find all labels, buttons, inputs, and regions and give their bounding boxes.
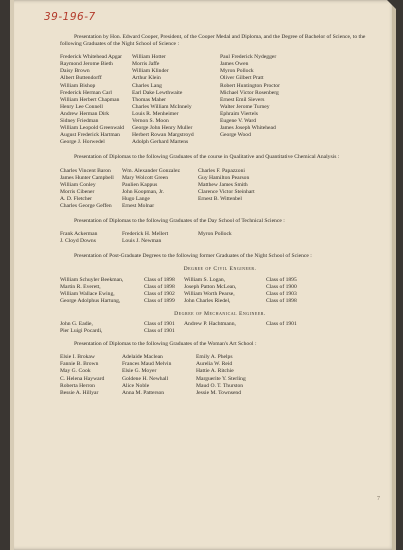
graduate-name: Fannie B. Brown <box>60 361 99 368</box>
graduate-name: Raymond Jerome Bieth <box>60 61 113 68</box>
graduate-name: Henry Lee Connell <box>60 103 103 110</box>
degree-name: Pier Luigi Pocardi, <box>60 328 103 335</box>
graduate-name: William Conley <box>60 181 96 188</box>
graduate-name: Aurelia W. Reid <box>196 361 233 368</box>
degree-name: John Charles Riedel, <box>184 297 231 304</box>
graduate-name: May G. Cook <box>60 368 91 375</box>
section2-intro: Presentation of Diplomas to the following Graduates of the course in Qualitative and Quantitative Chemical Analysis : <box>74 154 340 161</box>
civil-engineer-heading: Degree of Civil Engineer. <box>183 266 257 273</box>
graduate-name: James Joseph Whitehead <box>220 125 276 132</box>
graduate-name: Maud O. T. Thurston <box>196 382 244 389</box>
degree-row <box>60 291 380 298</box>
degree-name: George Adolphus Hartung, <box>60 297 121 304</box>
graduate-name: Ephraim Viertels <box>220 110 258 117</box>
graduate-name: Louis R. Menheimer <box>132 110 179 117</box>
graduate-name: Charles Lang <box>132 82 162 89</box>
graduate-name: Charles George Geffen <box>60 202 112 209</box>
degree-row <box>60 277 380 284</box>
graduate-name: Charles F. Papazzoni <box>198 167 245 174</box>
graduate-name: Oliver Gilbert Pratt <box>220 75 264 82</box>
graduate-name: A. D. Fletcher <box>60 195 93 202</box>
graduate-name: Myron Pollock <box>198 231 232 238</box>
graduate-name: Morris Cibener <box>60 188 95 195</box>
graduate-name: Alice Noble <box>122 382 150 389</box>
graduate-name: Hattie A. Ritchie <box>196 368 234 375</box>
degree-class: Class of 1901 <box>144 328 175 335</box>
section1-names <box>60 54 380 146</box>
section5-col1 <box>60 354 122 397</box>
degree-class: Class of 1901 <box>266 321 297 327</box>
degree-class: Class of 1903 <box>266 290 297 297</box>
graduate-name: George Wood <box>220 132 251 139</box>
graduate-name: Anna M. Patterson <box>122 389 165 396</box>
degree-class: Class of 1898 <box>266 297 297 304</box>
graduate-name: J. Cloyd Downs <box>60 238 96 245</box>
graduate-name: Myron Pollock <box>220 68 254 75</box>
degree-name: William S. Logan, <box>184 276 226 283</box>
graduate-name: William Herbert Chapman <box>60 96 120 103</box>
section3-col3 <box>198 231 380 245</box>
page-corner <box>387 0 396 9</box>
graduate-name: Jessie M. Townsend <box>196 389 242 396</box>
graduate-name: Adelaide Maclean <box>122 354 163 361</box>
graduate-name: Robert Huntington Proctor <box>220 82 280 89</box>
section5-names <box>60 354 380 397</box>
degree-name: Joseph Patton McLean, <box>184 283 237 290</box>
degree-name: William Schuyler Beekman, <box>60 276 124 283</box>
graduate-name: William Bishop <box>60 82 96 89</box>
degree-name <box>184 328 266 335</box>
page-mark: 7 <box>377 496 380 502</box>
degree-class: Class of 1899 <box>144 297 175 304</box>
graduate-name: William Leopold Greenwald <box>60 125 125 132</box>
graduate-name: Emily A. Phelps <box>196 354 233 361</box>
degree-class <box>266 328 380 335</box>
graduate-name: Marguerite Y. Sterling <box>196 375 246 382</box>
graduate-name: Adolph Gerhard Martens <box>132 139 189 146</box>
section3-col2 <box>122 231 198 245</box>
degree-name: Martin R. Everett, <box>60 283 101 290</box>
graduate-name: Roberta Herron <box>60 382 95 389</box>
degree-row <box>60 284 380 291</box>
graduate-name: Frederick Whitehead Apgar <box>60 54 123 61</box>
handwritten-annotation: 39-196-7 <box>44 11 96 23</box>
graduate-name: Vernon S. Moon <box>132 118 169 125</box>
page-right-edge <box>392 0 396 550</box>
section2-col2 <box>122 168 198 211</box>
graduate-name: Louis J. Newman <box>122 238 162 245</box>
section3-col1 <box>60 231 122 245</box>
graduate-name: Elsie G. Moyer <box>122 368 157 375</box>
section3-intro: Presentation of Diplomas to the following Graduates of the Day School of Technical Science : <box>74 218 285 225</box>
document-body <box>60 34 380 405</box>
graduate-name: Daisy Brown <box>60 68 90 75</box>
degree-name: William Wallace Ewing, <box>60 290 115 297</box>
degree-class: Class of 1895 <box>266 276 297 283</box>
graduate-name: George J. Horwedel <box>60 139 105 146</box>
graduate-name: Walter Jerome Turney <box>220 103 270 110</box>
graduate-name: Goldene H. Newhall <box>122 375 169 382</box>
graduate-name: Albert Buttendorff <box>60 75 102 82</box>
graduate-name: Charles Vincent Baron <box>60 167 111 174</box>
graduate-name: Ernest Molnar <box>122 202 155 209</box>
section4-intro: Presentation of Post-Graduate Degrees to the following former Graduates of the Night School of Science : <box>74 253 312 260</box>
mechanical-engineer-heading: Degree of Mechanical Engineer. <box>174 310 266 317</box>
degree-class: Class of 1898 <box>144 283 175 290</box>
degree-class: Class of 1901 <box>144 321 175 327</box>
graduate-name: Eugene V. Ward <box>220 118 257 125</box>
graduate-name: Wm. Alexander Gonzalez <box>122 167 180 174</box>
graduate-name: Michael Victor Rosenberg <box>220 89 279 96</box>
section1-col1 <box>60 54 132 146</box>
graduate-name: Herbert Rowan Margstroyd <box>132 132 194 139</box>
section2-names <box>60 168 380 211</box>
graduate-name: James Hunter Campbell <box>60 174 114 181</box>
graduate-name: Frederick Herman Carl <box>60 89 112 96</box>
section1-intro: Presentation by Hon. Edward Cooper, President, of the Cooper Medal and Diploma, and the Degree of Bachelor of Science, to the following Graduates of the Night School of Science : <box>60 34 366 48</box>
graduate-name: James Owen <box>220 61 249 68</box>
graduate-name: Thomas Maher <box>132 96 167 103</box>
degree-row <box>60 328 380 335</box>
graduate-name: August Frederick Hartman <box>60 132 120 139</box>
degree-name: John G. Eadie, <box>60 321 93 327</box>
graduate-name: Frank Ackerman <box>60 231 98 238</box>
graduate-name: Morris Jaffe <box>132 61 160 68</box>
degree-name: Andrew P. Hachtmann, <box>184 321 236 327</box>
graduate-name: Clarence Victor Steinhart <box>198 188 255 195</box>
degree-row <box>60 321 380 328</box>
graduate-name: Sidney Friedman <box>60 118 99 125</box>
graduate-name: Mary Wolcott Green <box>122 174 169 181</box>
graduate-name: Andrew Herman Dirk <box>60 110 110 117</box>
section5-intro: Presentation of Diplomas to the following Graduates of the Woman's Art School : <box>74 341 257 348</box>
graduate-name: Ernest B. Wittenbel <box>198 195 242 202</box>
civil-engineer-list <box>60 277 380 305</box>
graduate-name: Charles William McInnely <box>132 103 192 110</box>
section3-names <box>60 231 380 245</box>
graduate-name: Arthur Klein <box>132 75 161 82</box>
section2-col1 <box>60 168 122 211</box>
graduate-name: Paulien Kappus <box>122 181 158 188</box>
mechanical-engineer-list <box>60 321 380 335</box>
graduate-name: William Hotter <box>132 54 166 61</box>
degree-name: William Worth Pearse, <box>184 290 235 297</box>
graduate-name: C. Helena Hayward <box>60 375 105 382</box>
graduate-name: John Koopman, Jr. <box>122 188 164 195</box>
graduate-name: George John Henry Muller <box>132 125 193 132</box>
section5-col3 <box>196 354 380 397</box>
degree-class: Class of 1898 <box>144 276 175 283</box>
section1-col2 <box>132 54 220 146</box>
document-page <box>10 0 396 550</box>
graduate-name: Elsie I. Brokaw <box>60 354 95 361</box>
graduate-name: Paul Frederick Nydegger <box>220 54 277 61</box>
graduate-name: Earl Dake Lewthwaite <box>132 89 183 96</box>
section5-col2 <box>122 354 196 397</box>
page-left-edge <box>10 0 14 550</box>
graduate-name: Hugo Lange <box>122 195 150 202</box>
graduate-name: Frances Maud Melvin <box>122 361 172 368</box>
graduate-name: Guy Hamilton Pearson <box>198 174 250 181</box>
graduate-name: Matthew James Smith <box>198 181 248 188</box>
graduate-name: Bessie A. Hillyar <box>60 389 99 396</box>
section1-col3 <box>220 54 380 146</box>
graduate-name: Ernest Emil Sievers <box>220 96 265 103</box>
degree-class: Class of 1900 <box>266 283 297 290</box>
degree-row <box>60 298 380 305</box>
section2-col3 <box>198 168 380 211</box>
graduate-name: William Klinder <box>132 68 169 75</box>
degree-class: Class of 1902 <box>144 290 175 297</box>
graduate-name: Frederick H. Mellert <box>122 231 169 238</box>
